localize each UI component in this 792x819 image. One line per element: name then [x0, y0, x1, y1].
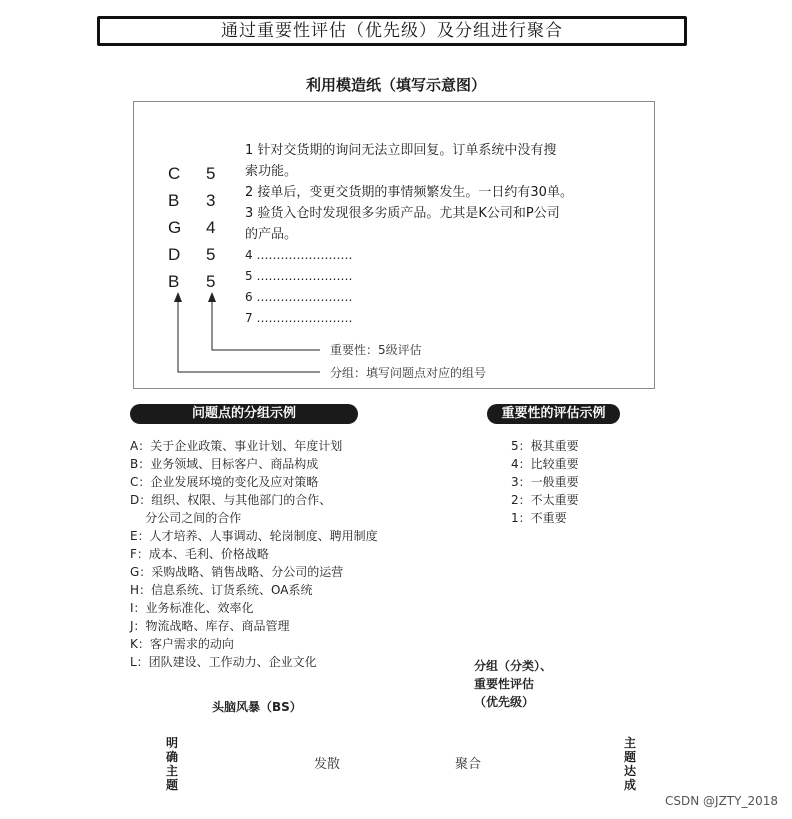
group-letter: B [168, 272, 180, 291]
importance-list [511, 437, 579, 527]
grouping-heading: 问题点的分组示例 [130, 404, 358, 424]
group-arrow-line [178, 296, 320, 372]
brainstorming-label: 头脑风暴（BS） [212, 700, 302, 714]
importance-item: 2：不太重要 [511, 493, 579, 507]
blank-statement-line: 6 …………………… [245, 290, 353, 304]
grouping-evaluation-line: 分组（分类）、 [474, 659, 553, 673]
define-theme-label: 明确主题 [165, 736, 178, 792]
grouping-item: K：客户需求的动向 [130, 637, 234, 651]
grouping-item: J：物流战略、库存、商品管理 [130, 619, 290, 633]
importance-item: 5：极其重要 [511, 439, 579, 453]
grouping-item: A：关于企业政策、事业计划、年度计划 [130, 439, 343, 453]
statement-line: 2 接单后，变更交货期的事情频繁发生。一日约有30单。 [245, 185, 573, 200]
theme-achieved-label: 主题达成 [623, 736, 636, 792]
group-letter: B [168, 191, 180, 210]
importance-score: 5 [206, 245, 216, 264]
watermark: CSDN @JZTY_2018 [665, 794, 778, 808]
diverge-label: 发散 [314, 757, 341, 772]
importance-arrowhead [208, 292, 216, 302]
importance-score: 5 [206, 272, 216, 291]
grouping-item: E：人才培养、人事调动、轮岗制度、聘用制度 [130, 529, 378, 543]
group-annotation: 分组：填写问题点对应的组号 [330, 366, 487, 380]
importance-annotation: 重要性：5级评估 [330, 343, 422, 357]
importance-item: 1：不重要 [511, 511, 567, 525]
importance-item: 4：比较重要 [511, 457, 579, 471]
grouping-list [130, 437, 378, 671]
statement-line: 1 针对交货期的询问无法立即回复。订单系统中没有搜 [245, 143, 557, 158]
group-letter: C [168, 164, 181, 183]
group-letter: D [168, 245, 181, 264]
blank-statement-line: 4 …………………… [245, 248, 353, 262]
grouping-evaluation-line: 重要性评估 [474, 677, 535, 691]
importance-score: 5 [206, 164, 216, 183]
group-letter: G [168, 218, 182, 237]
statement-line: 3 验货入仓时发现很多劣质产品。尤其是K公司和P公司 [245, 206, 560, 221]
group-arrowhead [174, 292, 182, 302]
converge-label: 聚合 [455, 757, 482, 772]
grouping-item: G：采购战略、销售战略、分公司的运营 [130, 565, 344, 579]
grouping-item: I：业务标准化、效率化 [130, 601, 254, 615]
statement-line: 的产品。 [245, 227, 298, 242]
blank-statement-line: 5 …………………… [245, 269, 353, 283]
grouping-evaluation-line: （优先级） [474, 695, 535, 709]
grouping-evaluation-label [474, 657, 552, 711]
importance-heading: 重要性的评估示例 [487, 404, 620, 424]
importance-score: 4 [206, 218, 216, 237]
statement-line: 索功能。 [245, 164, 298, 179]
grouping-item: L：团队建设、工作动力、企业文化 [130, 655, 317, 669]
grouping-item: C：企业发展环境的变化及应对策略 [130, 475, 319, 489]
importance-item: 3：一般重要 [511, 475, 579, 489]
grouping-item: 分公司之间的合作 [130, 511, 242, 525]
figure-subtitle: 利用模造纸（填写示意图） [305, 76, 486, 94]
grouping-item: D：组织、权限、与其他部门的合作、 [130, 493, 332, 507]
grouping-item: F：成本、毛利、价格战略 [130, 547, 269, 561]
importance-arrow-line [212, 296, 320, 350]
importance-score: 3 [206, 191, 216, 210]
blank-statement-line: 7 …………………… [245, 311, 353, 325]
page-title: 通过重要性评估（优先级）及分组进行聚合 [221, 21, 563, 41]
grouping-item: H：信息系统、订货系统、OA系统 [130, 583, 313, 597]
grouping-item: B：业务领域、目标客户、商品构成 [130, 457, 319, 471]
